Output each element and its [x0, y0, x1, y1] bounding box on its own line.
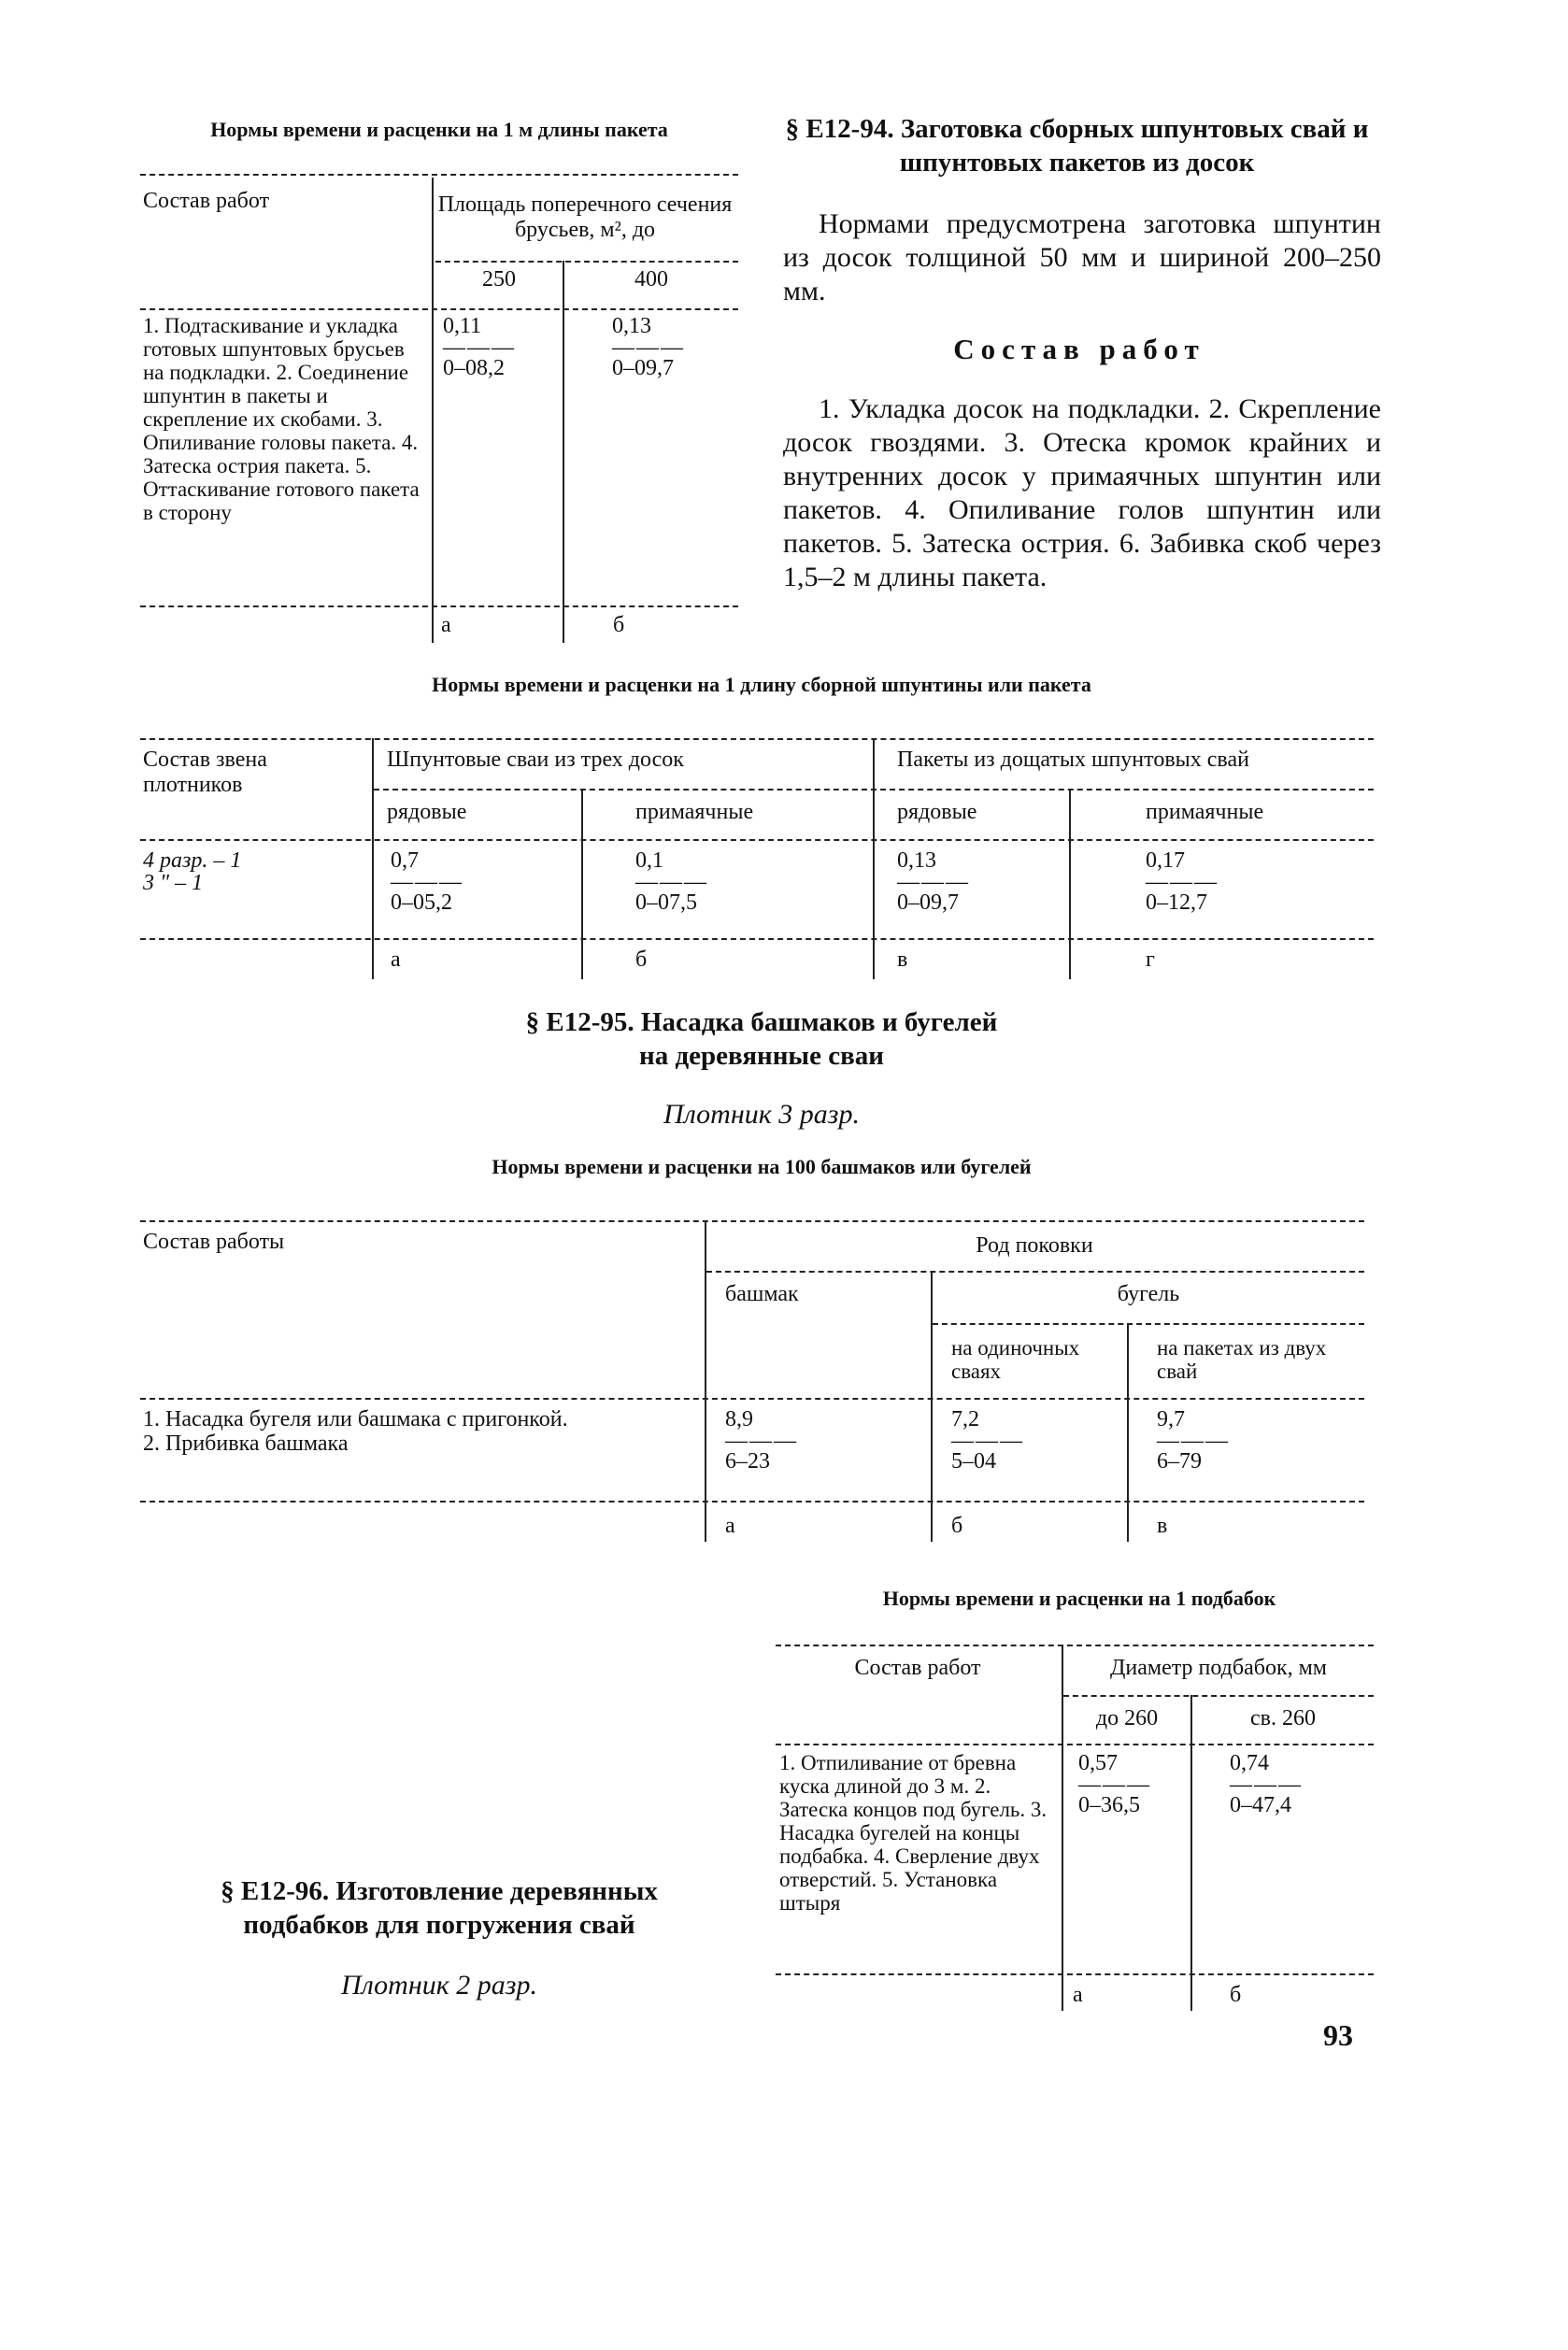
table4-cell-b: 0,74 ——— 0–47,4 [1230, 1751, 1303, 1817]
table3-cell-a: 8,9 ——— 6–23 [725, 1407, 798, 1474]
table4-b-norm: 0,74 [1230, 1751, 1269, 1775]
table2-c-norm: 0,13 [897, 848, 936, 873]
table3-vline-3 [1127, 1323, 1129, 1542]
table4-diameter-rule [1063, 1695, 1374, 1697]
section95-title-line1: § Е12-95. Насадка башмаков и бугелей [525, 1007, 998, 1037]
table1-col-400: 400 [634, 267, 668, 292]
table3-a-rate: 6–23 [725, 1449, 770, 1474]
section95-worker: Плотник 3 разр. [663, 1099, 860, 1130]
table2-group1: Шпунтовые сваи из трех досок [387, 748, 684, 772]
table2-crew-line2: 3 " – 1 [143, 871, 204, 895]
table2-b-norm: 0,1 [635, 848, 663, 873]
table2-d-rate: 0–12,7 [1146, 890, 1207, 915]
table2-header-rule [140, 839, 1374, 841]
table3-col-work: Состав работы [143, 1230, 285, 1254]
table2-letter-d: г [1146, 947, 1155, 972]
table4-col-diameter: Диаметр подбабок, мм [1110, 1656, 1327, 1680]
table1-letter-a: а [441, 613, 451, 637]
table3-b-rate: 5–04 [951, 1449, 996, 1474]
table4-letter-a: а [1073, 1983, 1083, 2007]
table2-top-rule [140, 738, 1374, 740]
table1-bottom-rule [140, 605, 738, 607]
section94-title: § Е12-94. Заготовка сборных шпунтовых свай и шпунтовых пакетов из досок [785, 114, 1369, 178]
table1-cell-a: 0,11 ——— 0–08,2 [443, 314, 516, 380]
table1-b-norm: 0,13 [612, 314, 651, 338]
table1-vline-2 [563, 261, 564, 643]
table3-a-norm: 8,9 [725, 1407, 753, 1431]
table3-cell-c: 9,7 ——— 6–79 [1157, 1407, 1230, 1474]
table2-vline-1 [372, 738, 374, 979]
table2-vline-3 [873, 738, 875, 979]
table2-letter-c: в [897, 947, 908, 972]
table4-col-upto: до 260 [1095, 1706, 1159, 1730]
section94-composition-text: 1. Укладка досок на подкладки. 2. Скрепление досок гвоздями. 3. Отеска кромок крайних и внутренних досок у примаячных шпунтин или пакетов. 4. Опиливание голов шпунтин или пакетов. 5. Затеска острия. 6. Забивка скоб через 1,5–2 м длины пакета. [783, 393, 1381, 592]
table1-work-text: 1. Подтаскивание и укладка готовых шпунтовых брусьев на подкладки. 2. Соединение шпунтин в пакеты и скрепление их скобами. 3. Опиливание головы пакета. 4. Затеска острия пакета. 5. Оттаскивание готового пакета в сторону [143, 314, 420, 524]
table4-a-rate: 0–36,5 [1078, 1793, 1140, 1817]
table2-crew-line1: 4 разр. – 1 [143, 848, 242, 873]
table4-col-work: Состав работ [854, 1656, 981, 1680]
table2-b-rate: 0–07,5 [635, 890, 697, 915]
table1-col-work: Состав работ [143, 189, 270, 213]
table2-vline-4 [1069, 789, 1071, 979]
table4-a-norm: 0,57 [1078, 1751, 1118, 1775]
table3-letter-a: а [725, 1514, 735, 1538]
table3-caption: Нормы времени и расценки на 100 башмаков или бугелей [492, 1155, 1032, 1178]
table3-cell-b: 7,2 ——— 5–04 [951, 1407, 1024, 1474]
table2-letter-a: а [391, 947, 401, 972]
table3-col-shoe: башмак [725, 1282, 799, 1306]
page-number: 93 [1323, 2018, 1353, 2052]
table3-work-line1: 1. Насадка бугеля или башмака с пригонкой. [143, 1407, 568, 1431]
table2-a-norm: 0,7 [391, 848, 419, 873]
table4-b-rate: 0–47,4 [1230, 1793, 1291, 1817]
table1-letter-b: б [613, 613, 625, 637]
table1-vline-1 [432, 178, 434, 643]
table4-letter-b: б [1230, 1983, 1242, 2007]
table1-a-rate: 0–08,2 [443, 356, 505, 380]
table3-header-rule [140, 1398, 1364, 1400]
table3-b-norm: 7,2 [951, 1407, 979, 1431]
table3-forging-rule [706, 1271, 1364, 1273]
table3-col-forging: Род поковки [976, 1233, 1093, 1258]
table4-col-over: св. 260 [1250, 1706, 1316, 1730]
table3-c-norm: 9,7 [1157, 1407, 1185, 1431]
section94-composition-title: Состав работ [953, 333, 1205, 365]
table3-vline-1 [705, 1220, 706, 1542]
table1-col-area-header: Площадь поперечного сечения брусьев, м², до [437, 192, 733, 242]
table2-caption: Нормы времени и расценки на 1 длину сборной шпунтины или пакета [432, 673, 1091, 696]
table4-top-rule [776, 1645, 1374, 1646]
section96-title-line2: подбабков для погружения свай [243, 1910, 635, 1940]
table2-sub-prim-2: примаячные [1146, 800, 1264, 824]
table1-top-rule [140, 174, 738, 176]
table2-vline-2 [581, 789, 583, 979]
table4-vline-1 [1062, 1645, 1063, 2011]
table3-bottom-rule [140, 1501, 1364, 1503]
table3-letter-c: в [1157, 1514, 1168, 1538]
table2-cell-d: 0,17 ——— 0–12,7 [1146, 848, 1219, 915]
table2-cell-b: 0,1 ——— 0–07,5 [635, 848, 708, 915]
table3-work-line2: 2. Прибивка башмака [143, 1431, 349, 1456]
table2-group2: Пакеты из дощатых шпунтовых свай [897, 748, 1249, 772]
section95-title-line2: на деревянные сваи [639, 1041, 884, 1071]
table3-letter-b: б [951, 1514, 963, 1538]
table1-sub-rule [435, 261, 738, 263]
table1-b-rate: 0–09,7 [612, 356, 674, 380]
table4-work-text: 1. Отпиливание от бревна куска длиной до 3 м. 2. Затеска концов под бугель. 3. Насадка бугелей на концы подбабка. 4. Сверление двух отверстий. 5. Установка штыря [779, 1751, 1048, 1915]
table4-vline-2 [1190, 1695, 1192, 2011]
table4-cell-a: 0,57 ——— 0–36,5 [1078, 1751, 1151, 1817]
table2-sub-row-1: рядовые [387, 800, 467, 824]
table3-col-hoop: бугель [1117, 1282, 1180, 1306]
table3-hoop-rule [933, 1323, 1364, 1325]
table2-cell-a: 0,7 ——— 0–05,2 [391, 848, 463, 915]
table2-a-rate: 0–05,2 [391, 890, 452, 915]
table2-cell-c: 0,13 ——— 0–09,7 [897, 848, 970, 915]
table3-col-single: на одиночных сваях [951, 1336, 1080, 1383]
table2-col-crew: Состав звена плотников [143, 748, 267, 797]
table4-header-rule [776, 1744, 1374, 1745]
table4-caption: Нормы времени и расценки на 1 подбабок [882, 1587, 1276, 1610]
table1-col-250: 250 [482, 267, 516, 292]
section96-worker: Плотник 2 разр. [341, 1970, 537, 2001]
table3-c-rate: 6–79 [1157, 1449, 1202, 1474]
table1-cell-b: 0,13 ——— 0–09,7 [612, 314, 685, 380]
section94-intro: Нормами предусмотрена заготовка шпунтин из досок толщиной 50 мм и шириной 200–250 мм. [783, 208, 1381, 306]
table1-header-rule [140, 308, 738, 310]
table4-bottom-rule [776, 1973, 1374, 1975]
table3-col-packets: на пакетах из двух свай [1157, 1336, 1327, 1383]
table3-top-rule [140, 1220, 1364, 1222]
table1-caption: Нормы времени и расценки на 1 м длины пакета [210, 118, 668, 141]
table2-bottom-rule [140, 938, 1374, 940]
section96-title-line1: § Е12-96. Изготовление деревянных [221, 1876, 658, 1906]
table2-c-rate: 0–09,7 [897, 890, 959, 915]
table2-d-norm: 0,17 [1146, 848, 1185, 873]
table2-letter-b: б [635, 947, 648, 972]
table1-a-norm: 0,11 [443, 314, 482, 338]
table2-sub-prim-1: примаячные [635, 800, 754, 824]
table2-sub-row-2: рядовые [897, 800, 977, 824]
table3-vline-2 [931, 1271, 933, 1542]
